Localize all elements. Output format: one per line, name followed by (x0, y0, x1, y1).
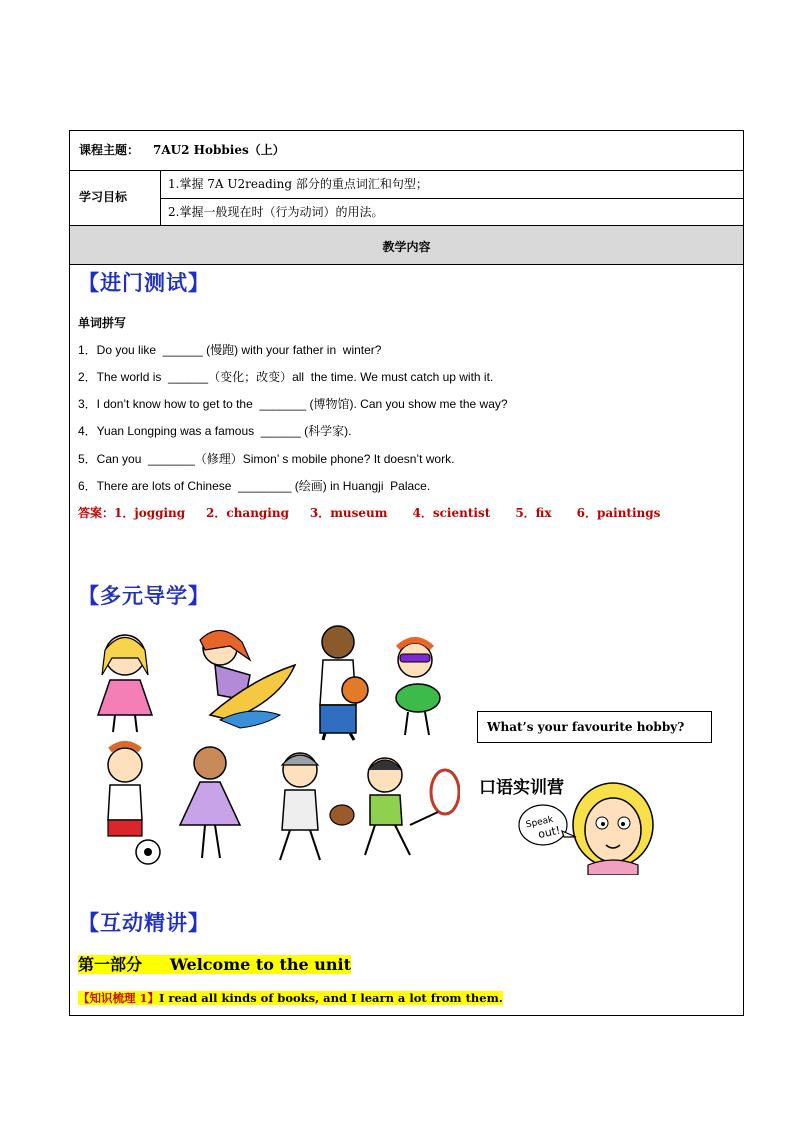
question-4: 4．Yuan Longping was a famous ______ (科学家). (78, 424, 352, 438)
part-one-label: 第一部分 Welcome to the unit (78, 955, 352, 974)
knowledge-point-label: 【知识梳理 1】 (78, 991, 160, 1005)
goal-divider-horizontal (160, 198, 743, 199)
speaking-camp-badge: 口语实训营 (479, 778, 564, 798)
boy-basketball-figure (320, 626, 368, 740)
answer-line: 答案：1．jogging 2．changing 3．museum 4．scientist 5．fix 6．paintings (78, 506, 661, 520)
topic (79, 141, 285, 158)
goal-item-1: 1.掌握 7A U2reading 部分的重点词汇和句型； (168, 177, 428, 191)
girl-surfing-figure (200, 630, 295, 728)
topic-label: 课程主题： (79, 143, 140, 157)
hobbies-illustration (80, 620, 460, 870)
part-one-title (78, 952, 351, 975)
question-5: 5．Can you _______（修理）Simon’ s mobile phone? It doesn’t work. (78, 452, 455, 466)
girl-ballet-figure (180, 747, 240, 858)
question-2: 2．The world is ______（变化；改变）all the time. We must catch up with it. (78, 370, 494, 384)
girl-dancing-figure (98, 635, 152, 732)
entry-test-heading: 【进门测试】 (78, 270, 210, 295)
favourite-hobby-question: What’s your favourite hobby? (487, 720, 685, 734)
goal-item-2: 2.掌握一般现在时（行为动词）的用法。 (168, 205, 384, 219)
lesson-table (69, 130, 744, 1016)
guided-learning-heading: 【多元导学】 (78, 583, 210, 608)
knowledge-point-text: I read all kinds of books, and I learn a lot from them. (159, 991, 503, 1005)
question-3: 3．I don’t know how to get to the _______ (博物馆). Can you show me the way? (78, 397, 508, 411)
knowledge-point-1 (78, 990, 503, 1006)
favourite-hobby-box (477, 711, 712, 743)
content-label: 教学内容 (382, 240, 431, 254)
boy-tennis-figure (365, 758, 459, 855)
bubble-line-2: out! (536, 823, 562, 842)
boy-football-figure (108, 744, 160, 864)
boy-baseball-figure (280, 753, 354, 860)
goal-label: 学习目标 (79, 190, 128, 204)
interactive-heading: 【互动精讲】 (78, 910, 210, 935)
bubble-line-1: Speak (525, 814, 555, 831)
girl-swimming-figure (396, 640, 440, 735)
topic-row (70, 131, 743, 171)
goal-row (70, 171, 743, 226)
topic-value: 7AU2 Hobbies（上） (153, 143, 285, 157)
content-header-row (70, 226, 743, 265)
spelling-subheading: 单词拼写 (78, 316, 127, 330)
question-6: 6．There are lots of Chinese ________ (绘画) in Huangji Palace. (78, 479, 431, 493)
question-1: 1．Do you like ______ (慢跑) with your father in winter? (78, 343, 382, 357)
